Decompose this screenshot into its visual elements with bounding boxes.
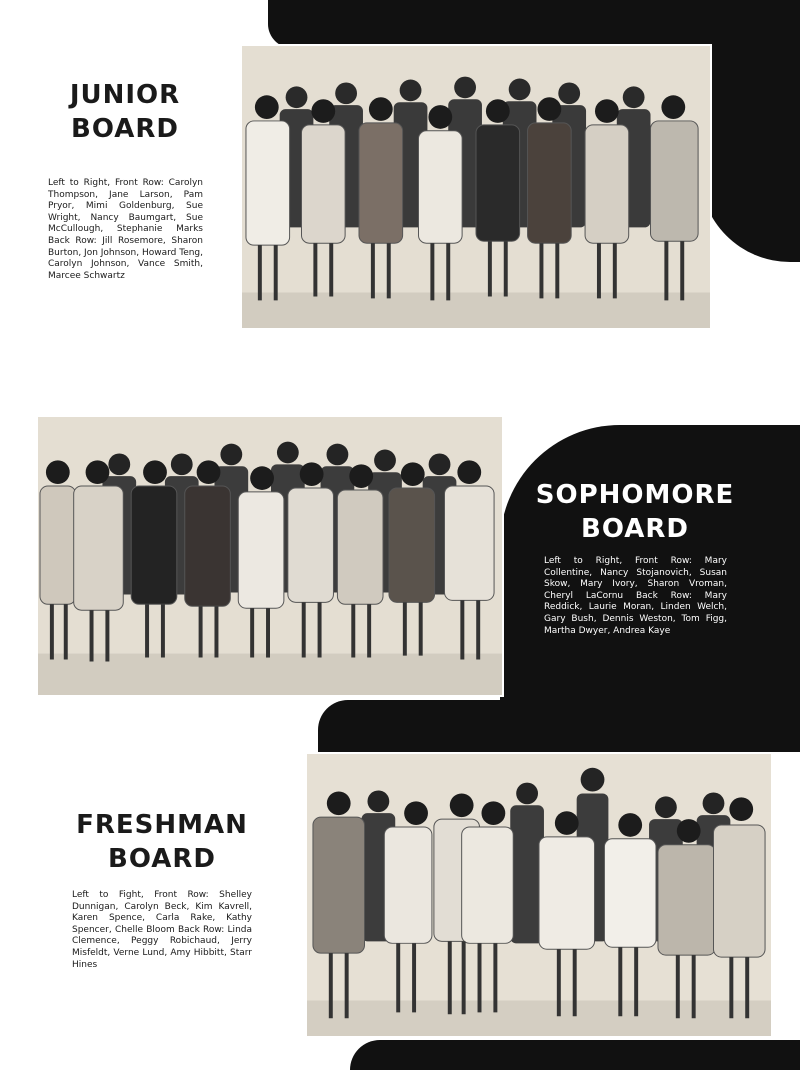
junior-group-figures <box>242 46 710 328</box>
sophomore-group-figures <box>38 417 502 695</box>
sophomore-title-line1: SOPHOMORE <box>535 480 735 510</box>
sophomore-title-line2: BOARD <box>581 514 689 544</box>
freshman-title-line2: BOARD <box>108 844 216 874</box>
top-right-black-band <box>700 0 800 262</box>
junior-board-title <box>40 78 210 146</box>
freshman-group-figures <box>307 754 771 1036</box>
bottom-black-band <box>350 1040 800 1070</box>
sophomore-board-caption: Left to Right, Front Row: Mary Collentine, Nancy Stojanovich, Susan Skow, Mary Ivory, Sharon Vroman, Cheryl LaCornu Back Row: Mary Reddick, Laurie Moran, Linden Welch, Gary Bush, Dennis Weston, Tom Figg, Martha Dwyer, Andrea Kaye <box>544 556 727 636</box>
junior-board-caption: Left to Right, Front Row: Carolyn Thompson, Jane Larson, Pam Pryor, Mimi Goldenburg, Sue Wright, Nancy Baumgart, Sue McCullough, Stephanie Marks Back Row: Jill Rosemore, Sharon Burton, Jon Johnson, Howard Teng, Carolyn Johnson, Vance Smith, Marcee Schwartz <box>48 178 204 281</box>
freshman-board-title <box>72 808 252 876</box>
freshman-title-line1: FRESHMAN <box>76 810 248 840</box>
freshman-board-caption: Left to Fight, Front Row: Shelley Dunnigan, Carolyn Beck, Kim Kavrell, Karen Spence, Carla Rake, Kathy Spencer, Chelle Bloom Back Row: Linda Clemence, Peggy Robichaud, Jerry Misfeldt, Verne Lund, Amy Hibbitt, Starr Hines <box>72 890 252 970</box>
sophomore-board-title <box>530 478 740 546</box>
junior-title-line2: BOARD <box>71 114 179 144</box>
junior-title-line1: JUNIOR <box>69 80 181 110</box>
sophomore-board-photo <box>36 415 504 697</box>
junior-board-photo <box>240 44 712 330</box>
freshman-board-photo <box>305 752 773 1038</box>
freshman-black-band <box>318 700 800 752</box>
